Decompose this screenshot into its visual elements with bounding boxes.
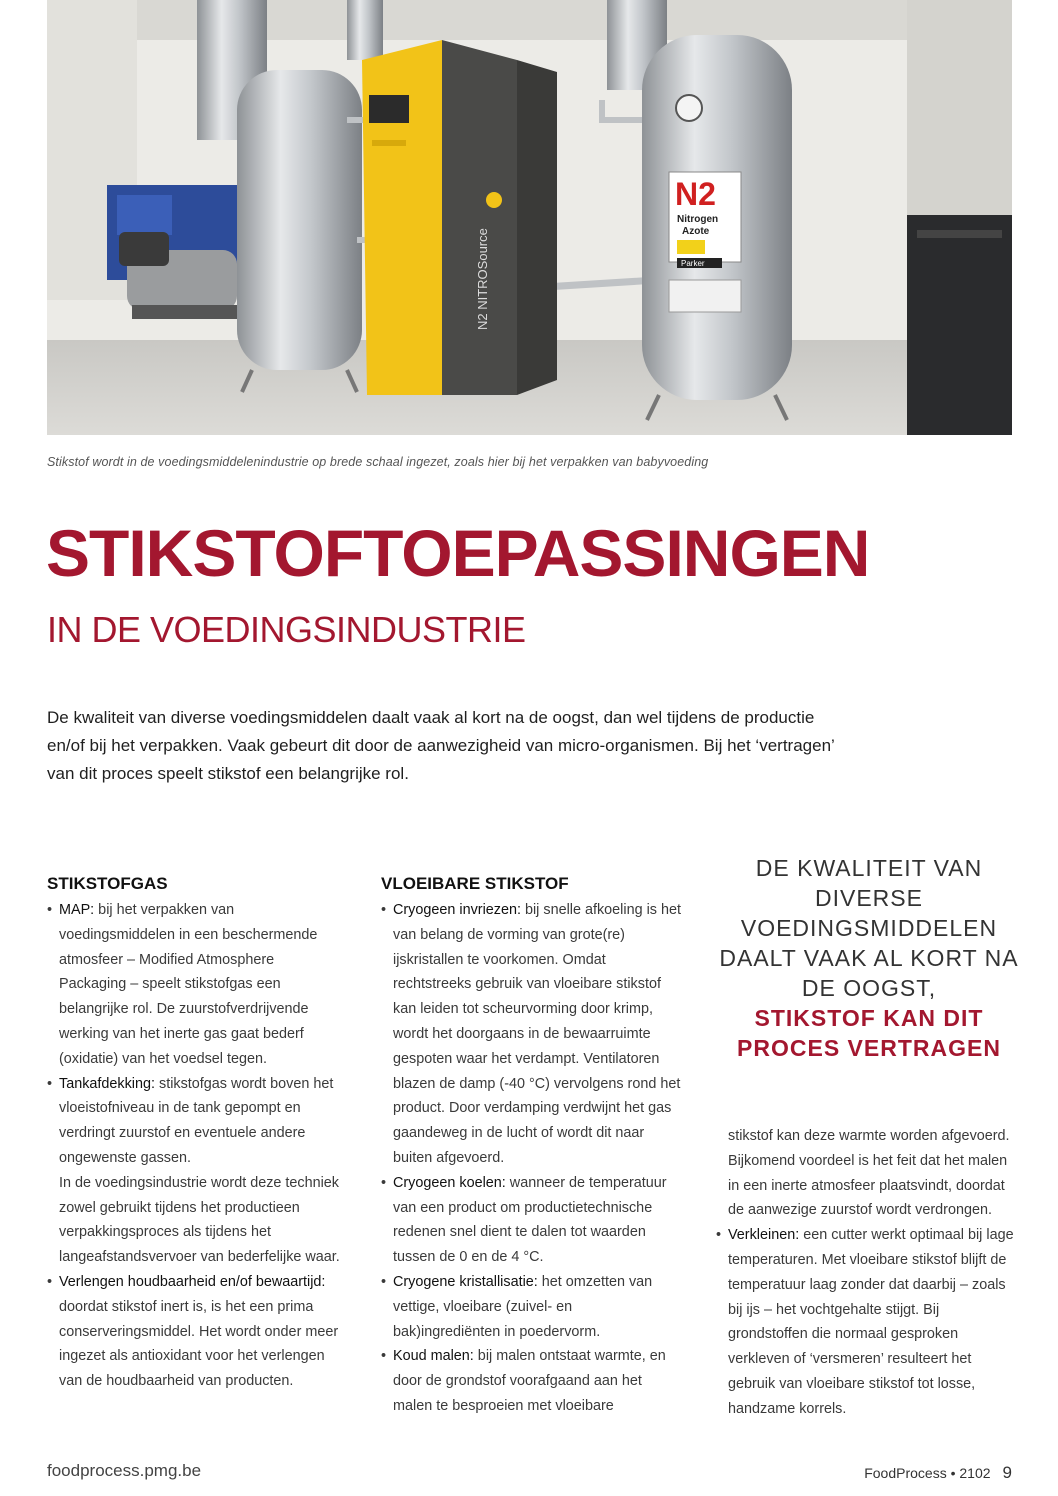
section-heading: STIKSTOFGAS: [47, 874, 168, 893]
tank-label-line2: Azote: [682, 226, 710, 237]
item-text: bij het verpakken van voedingsmiddelen in een beschermende atmosfeer – Modified Atmosphere Packaging – speelt stikstofgas een belangrijke rol. De zuurstofverdrijvende werking van het inerte gas gaat bederf (oxidatie) van het voedsel tegen.: [59, 902, 318, 1067]
hero-photo: [47, 0, 1012, 435]
column-continued: [716, 1124, 1016, 1422]
list-item: • MAP: bij het verpakken van voedingsmiddelen in een beschermende atmosfeer – Modified Atmosphere Packaging – speelt stikstofgas een belangrijke rol. De zuurstofverdrijvende werking van het inerte gas gaat bederf (oxidatie) van het voedsel tegen.: [47, 902, 318, 1067]
intro-paragraph: De kwaliteit van diverse voedingsmiddelen daalt vaak al kort na de oogst, dan wel tijdens de productie en/of bij het verpakken. Vaak gebeurt dit door de aanwezigheid van micro-organismen. Bij het ‘vertragen’ van dit proces speelt stikstof een belangrijke rol.: [47, 708, 835, 783]
page-title: STIKSTOFTOEPASSINGEN: [46, 516, 870, 590]
issue-label: FoodProcess • 2102: [864, 1465, 991, 1481]
item-text: wanneer de temperatuur van een product om productietechnische redenen snel dient te dalen tot waarden tussen de 0 en de 4 °C.: [393, 1174, 667, 1266]
term: Cryogeen invriezen:: [393, 902, 521, 918]
item-text: bij malen ontstaat warmte, en door de grondstof voorafgaand aan het malen te besproeien met vloeibare: [393, 1348, 666, 1414]
item-text: stikstofgas wordt boven het vloeistofniveau in de tank gepompt en verdringt zuurstof en eventuele andere ongewenste gassen.: [59, 1075, 334, 1166]
list-item: • Koud malen: bij malen ontstaat warmte, en door de grondstof voorafgaand aan het malen te besproeien met vloeibare: [381, 1348, 666, 1414]
page-number: 9: [1002, 1463, 1012, 1482]
tank-brand: Parker: [681, 259, 705, 268]
item-text: het omzetten van vettige, vloeibare (zuivel- en bak)ingrediënten in poedervorm.: [393, 1273, 653, 1340]
section-heading: VLOEIBARE STIKSTOF: [381, 874, 569, 893]
tank-label-main: N2: [675, 176, 716, 212]
term: Koud malen:: [393, 1348, 474, 1365]
term: Verlengen houdbaarheid en/of bewaartijd:: [59, 1273, 326, 1290]
item-text: doordat stikstof inert is, is het een prima conserveringsmiddel. Het wordt onder meer ingezet als antioxidant voor het verlengen van de houdbaarheid van producten.: [59, 1298, 339, 1390]
pull-quote-text: DE KWALITEIT VAN DIVERSE VOEDINGSMIDDELEN DAALT VAAK AL KORT NA DE OOGST,: [719, 855, 1019, 1001]
bullet-list: [716, 1223, 1016, 1421]
list-item: • Cryogene kristallisatie: het omzetten van vettige, vloeibare (zuivel- en bak)ingrediënten in poedervorm.: [381, 1273, 653, 1340]
column-stikstofgas: [47, 872, 342, 1394]
page-subtitle: IN DE VOEDINGSINDUSTRIE: [47, 609, 526, 650]
footer-url: foodprocess.pmg.be: [47, 1461, 202, 1480]
nitrogen-installation-illustration: [47, 0, 1012, 435]
pull-quote-highlight: STIKSTOF KAN DIT PROCES VERTRAGEN: [737, 1005, 1001, 1061]
item-text: een cutter werkt optimaal bij lage temperaturen. Met vloeibare stikstof blijft de temperatuur laag zonder dat daarbij – zoals bij ijs – het vochtgehalte stijgt. Bij grondstoffen die normaal gesproken verkleven of ‘versmeren’ resulteert het gebruik van vloeibare stikstof tot losse, handzame korrels.: [728, 1227, 1014, 1417]
list-item: • Verkleinen: een cutter werkt optimaal bij lage temperaturen. Met vloeibare stikstof blijft de temperatuur laag zonder dat daarbij – zoals bij ijs – het vochtgehalte stijgt. Bij grondstoffen die normaal gesproken verkleven of ‘versmeren’ resulteert het gebruik van vloeibare stikstof tot losse, handzame korrels.: [716, 1227, 1014, 1417]
paragraph: stikstof kan deze warmte worden afgevoerd. Bijkomend voordeel is het feit dat het malen in een inerte atmosfeer plaatsvindt, doordat de aanwezige zuurstof wordt verdrongen.: [728, 1128, 1010, 1219]
list-item: • Cryogeen koelen: wanneer de temperatuur van een product om productietechnische redenen snel dient te dalen tot waarden tussen de 0 en de 4 °C.: [381, 1174, 667, 1266]
pull-quote: [716, 853, 1022, 1063]
list-item: • Tankafdekking: stikstofgas wordt boven het vloeistofniveau in de tank gepompt en verdringt zuurstof en eventuele andere ongewenste gassen.: [47, 1075, 334, 1166]
list-item: • Verlengen houdbaarheid en/of bewaartijd: doordat stikstof inert is, is het een prima conserveringsmiddel. Het wordt onder meer ingezet als antioxidant voor het verlengen van de houdbaarheid van producten.: [47, 1273, 339, 1390]
column-vloeibare-stikstof: [381, 872, 681, 1419]
item-text: bij snelle afkoeling is het van belang de vorming van grote(re) ijskristallen te voorkomen. Omdat rechtstreeks gebruik van vloeibare stikstof kan leiden tot scheurvorming door krimp, wordt het doorgaans in de bewaarruimte gespoten waar het verdampt. Ventilatoren blazen de damp (-40 °C) vervolgens rond het product. Door verdamping verdwijnt het gas gaandeweg in de lucht of wordt dit naar buiten afgevoerd.: [393, 902, 681, 1166]
bullet-list: [47, 1270, 342, 1394]
term: Verkleinen:: [728, 1227, 800, 1244]
photo-caption: Stikstof wordt in de voedingsmiddelenindustrie op brede schaal ingezet, zoals hier bij het verpakken van babyvoeding: [47, 455, 709, 469]
footer-issue: [864, 1463, 1012, 1483]
list-item: • Cryogeen invriezen: bij snelle afkoeling is het van belang de vorming van grote(re) ijskristallen te voorkomen. Omdat rechtstreeks gebruik van vloeibare stikstof kan leiden tot scheurvorming door krimp, wordt het doorgaans in de bewaarruimte gespoten waar het verdampt. Ventilatoren blazen de damp (-40 °C) vervolgens rond het product. Door verdamping verdwijnt het gas gaandeweg in de lucht of wordt dit naar buiten afgevoerd.: [381, 902, 681, 1166]
bullet-list: [47, 898, 342, 1171]
term: Cryogeen koelen:: [393, 1174, 506, 1191]
term: Cryogene kristallisatie:: [393, 1273, 538, 1290]
tank-label-line1: Nitrogen: [677, 214, 719, 225]
term: MAP:: [59, 902, 95, 918]
term: Tankafdekking:: [59, 1075, 155, 1092]
bullet-list: [381, 898, 681, 1419]
generator-text: N2 NITROSource: [475, 228, 490, 330]
paragraph: In de voedingsindustrie wordt deze techniek zowel gebruikt tijdens het productieen verpakkingsproces als tijdens het langeafstandsvervoer van bederfelijke waar.: [59, 1174, 340, 1266]
